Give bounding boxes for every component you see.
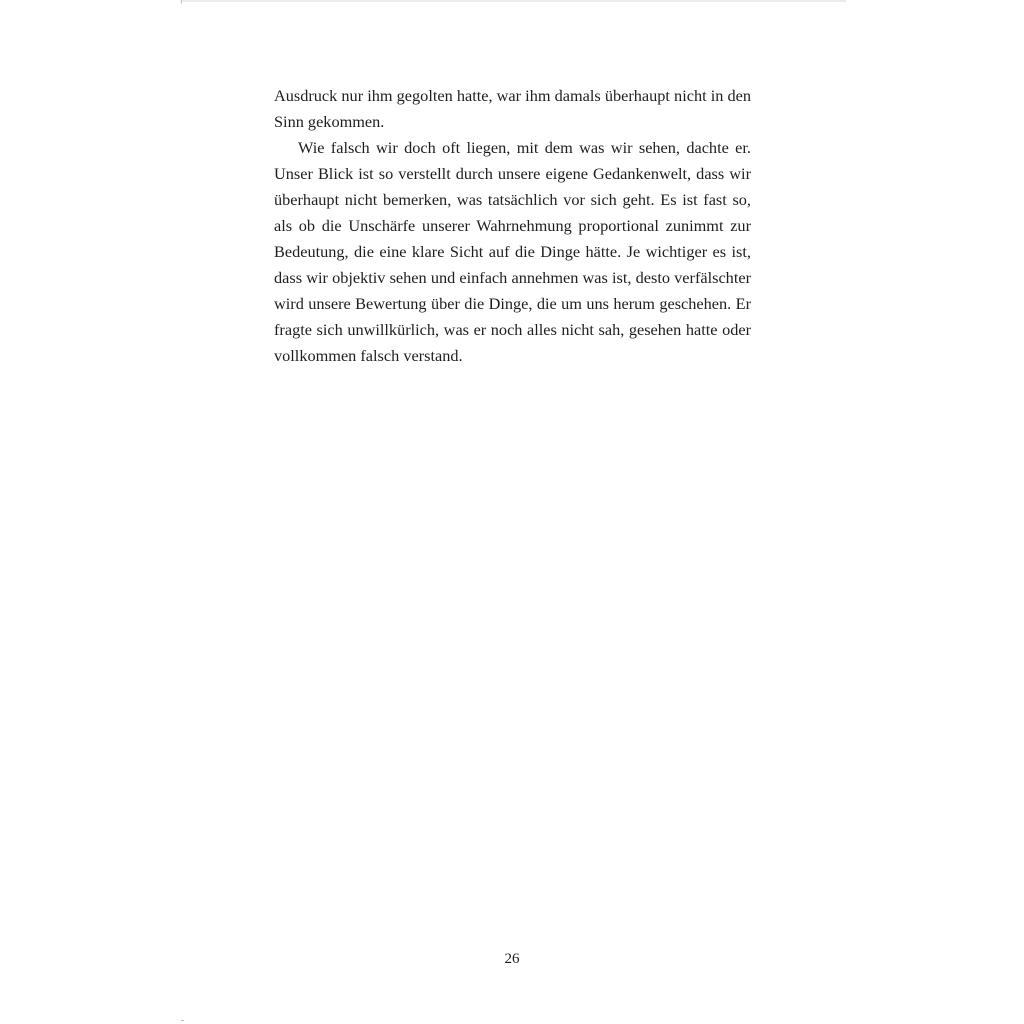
crop-mark-bottom xyxy=(181,1020,184,1021)
top-page-edge xyxy=(180,0,846,2)
paragraph-continuation: Ausdruck nur ihm gegolten hatte, war ihm damals überhaupt nicht in den Sinn gekommen. xyxy=(274,86,751,131)
paragraph: Wie falsch wir doch oft liegen, mit dem was wir sehen, dachte er. Unser Blick ist so verstellt durch unsere eigene Gedankenwelt, dass wir überhaupt nicht bemerken, was tatsächlich vor sich geht. Es ist fast so, als ob die Unschärfe unserer Wahrnehmung proportional zunimmt zur Bedeutung, die eine klare Sicht auf die Dinge hätte. Je wichtiger es ist, dass wir objektiv sehen und einfach annehmen was ist, desto verfälschter wird unsere Bewertung über die Dinge, die um uns herum geschehen. Er fragte sich unwillkürlich, was er noch alles nicht sah, gesehen hatte oder vollkommen falsch verstand. xyxy=(274,138,751,365)
crop-mark-top xyxy=(181,0,182,4)
body-text xyxy=(274,83,751,369)
page-number: 26 xyxy=(504,951,520,967)
